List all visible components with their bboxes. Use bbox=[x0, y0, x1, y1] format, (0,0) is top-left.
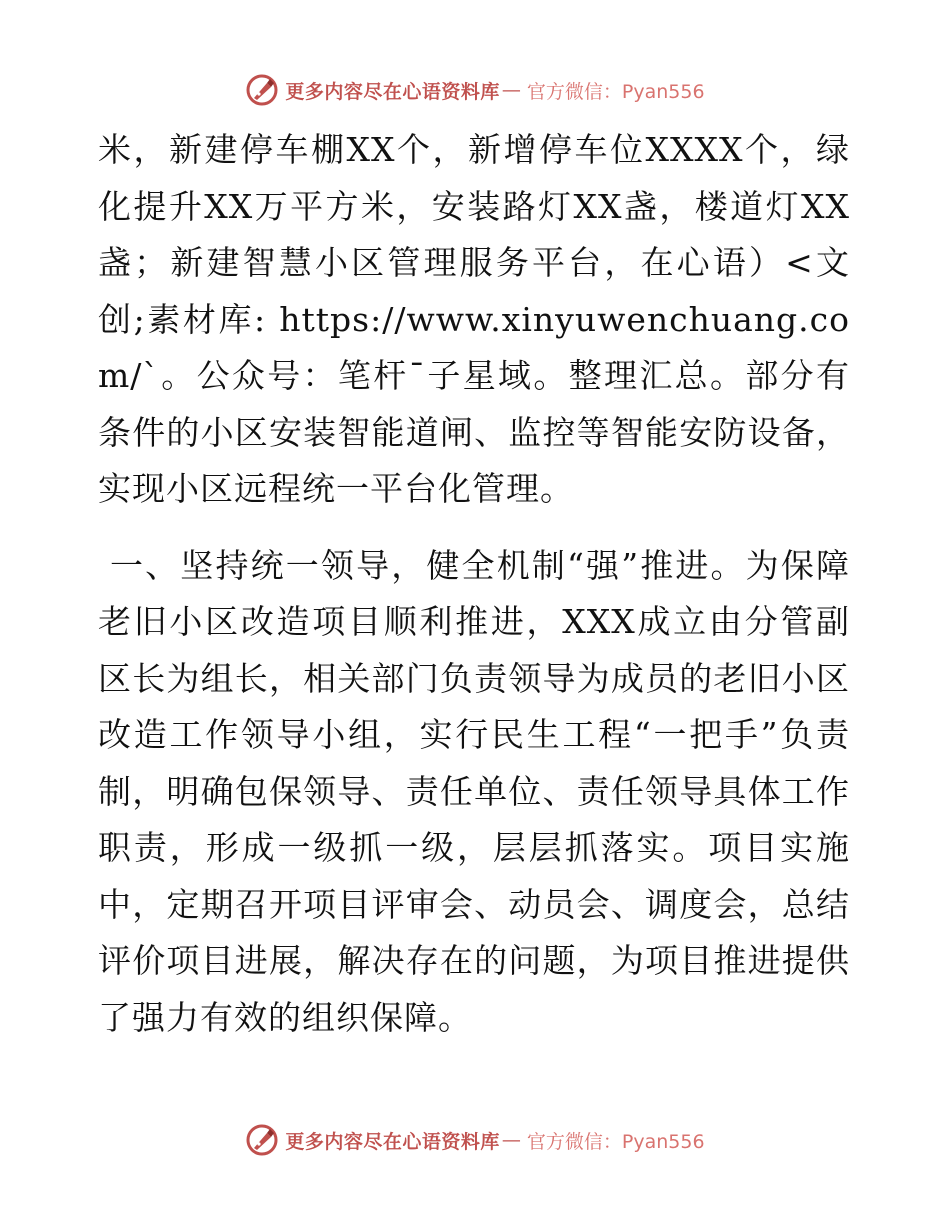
header-banner bbox=[0, 70, 950, 110]
banner-main-text: 更多内容尽在心语资料库 bbox=[285, 80, 500, 103]
banner-separator: — bbox=[501, 79, 521, 101]
footer-banner bbox=[0, 1120, 950, 1160]
banner-wechat-text: 官方微信：Pyan556 bbox=[526, 1130, 705, 1153]
document-body bbox=[98, 122, 850, 1046]
banner-separator: — bbox=[501, 1129, 521, 1151]
pen-nib-circle-icon bbox=[245, 1123, 279, 1157]
paragraph-1: 米，新建停车棚XX个，新增停车位XXXX个，绿化提升XX万平方米，安装路灯XX盏，楼道灯XX盏；新建智慧小区管理服务平台，在心语）<文创;素材库: https://www.xinyuwenchuang.com/`。公众号：笔杆¯子星域。整理汇总。部分有条件的小区安装智能道闸、监控等智能安防设备，实现小区远程统一平台化管理。 bbox=[98, 130, 850, 508]
pen-nib-circle-icon bbox=[245, 73, 279, 107]
banner-wechat-text: 官方微信：Pyan556 bbox=[526, 80, 705, 103]
banner-main-text: 更多内容尽在心语资料库 bbox=[285, 1130, 500, 1153]
paragraph-2: 一、坚持统一领导，健全机制“强”推进。为保障老旧小区改造项目顺利推进，XXX成立由分管副区长为组长，相关部门负责领导为成员的老旧小区改造工作领导小组，实行民生工程“一把手”负责制，明确包保领导、责任单位、责任领导具体工作职责，形成一级抓一级，层层抓落实。项目实施中，定期召开项目评审会、动员会、调度会，总结评价项目进展，解决存在的问题，为项目推进提供了强力有效的组织保障。 bbox=[98, 545, 850, 1037]
